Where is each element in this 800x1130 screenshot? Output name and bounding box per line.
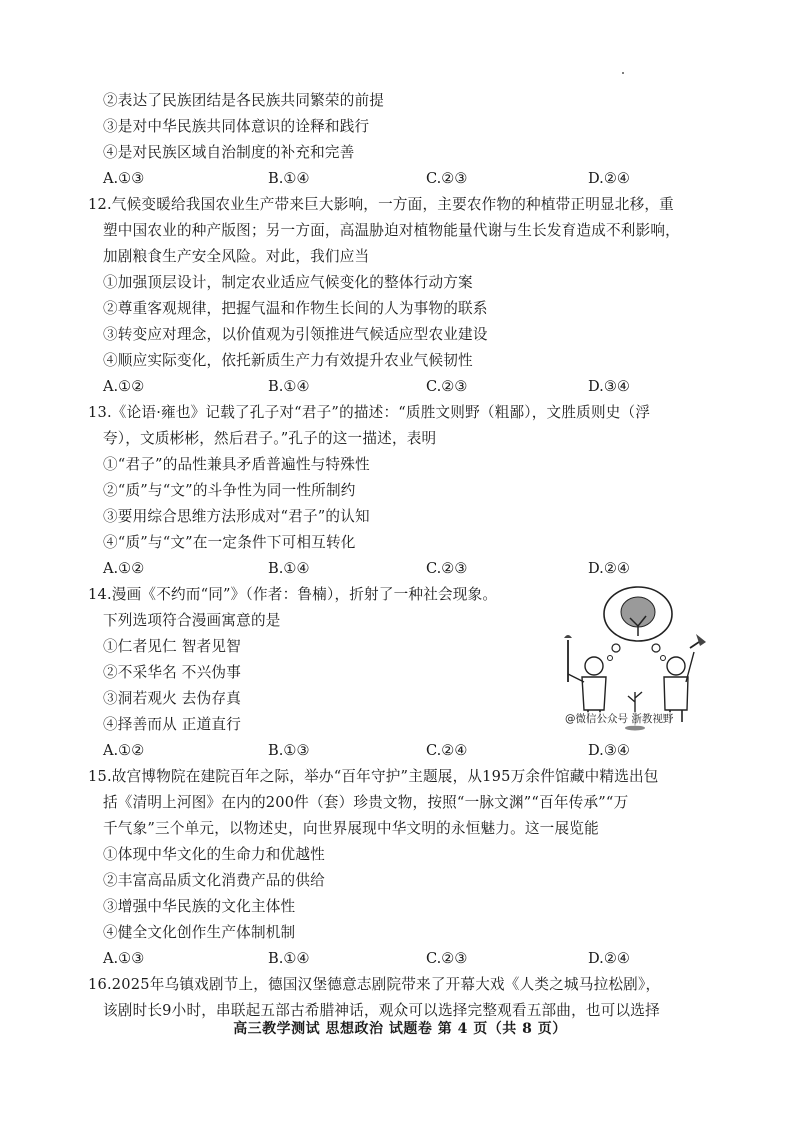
q15-item-2: ②丰富高品质文化消费产品的供给	[103, 872, 325, 889]
q13-item-3: ③要用综合思维方法形成对“君子”的认知	[103, 508, 370, 525]
q12-item-1: ①加强顶层设计，制定农业适应气候变化的整体行动方案	[103, 274, 473, 291]
q15-stem-line-2: 括《清明上河图》在内的200件（套）珍贵文物，按照“一脉文渊”“百年传承”“万	[103, 794, 629, 811]
q14-item-1: ①仁者见仁 智者见智	[103, 638, 241, 655]
q13-choice-c: C.②③	[426, 560, 468, 577]
q13-choice-b: B.①④	[268, 560, 310, 577]
q14-choice-d: D.③④	[588, 742, 630, 759]
q14-stem-line-2: 下列选项符合漫画寓意的是	[103, 612, 281, 629]
q12-item-2: ②尊重客观规律，把握气温和作物生长间的人为事物的联系	[103, 300, 488, 317]
q13-item-4: ④“质”与“文”在一定条件下可相互转化	[103, 534, 356, 551]
q13-stem-line-1: 13.《论语·雍也》记载了孔子对“君子”的描述：“质胜文则野（粗鄙），文胜质则史（浮	[88, 404, 651, 421]
q13-item-2: ②“质”与“文”的斗争性为同一性所制约	[103, 482, 356, 499]
q11-choice-b: B.①④	[268, 170, 310, 187]
q11-item-4: ④是对民族区域自治制度的补充和完善	[103, 144, 355, 161]
q14-stem-line-1: 14.漫画《不约而“同”》（作者：鲁楠），折射了一种社会现象。	[88, 586, 498, 603]
q12-choice-a: A.①②	[103, 378, 145, 395]
q14-choice-b: B.①③	[268, 742, 310, 759]
q15-item-3: ③增强中华民族的文化主体性	[103, 898, 296, 915]
q11-choice-a: A.①③	[103, 170, 145, 187]
q12-item-3: ③转变应对理念，以价值观为引领推进气候适应型农业建设	[103, 326, 488, 343]
q11-item-2: ②表达了民族团结是各民族共同繁荣的前提	[103, 92, 385, 109]
q14-choice-c: C.②④	[426, 742, 468, 759]
q12-stem-line-1: 12.气候变暖给我国农业生产带来巨大影响，一方面，主要农作物的种植带正明显北移，重	[88, 196, 674, 213]
q15-item-1: ①体现中华文化的生命力和优越性	[103, 846, 325, 863]
q12-choice-d: D.③④	[588, 378, 630, 395]
q12-stem-line-2: 塑中国农业的种产版图；另一方面，高温胁迫对植物能量代谢与生长发育造成不利影响，	[103, 222, 680, 239]
q16-stem-line-1: 16.2025年乌镇戏剧节上，德国汉堡德意志剧院带来了开幕大戏《人类之城马拉松剧》，	[88, 976, 661, 993]
q15-stem-line-1: 15.故宫博物院在建院百年之际，举办“百年守护”主题展，从195万余件馆藏中精选出包	[88, 768, 659, 785]
q11-choice-c: C.②③	[426, 170, 468, 187]
q14-choice-a: A.①②	[103, 742, 145, 759]
q15-choice-c: C.②③	[426, 950, 468, 967]
q13-item-1: ①“君子”的品性兼具矛盾普遍性与特殊性	[103, 456, 370, 473]
q12-item-4: ④顺应实际变化，依托新质生产力有效提升农业气候韧性	[103, 352, 473, 369]
q12-stem-line-3: 加剧粮食生产安全风险。对此，我们应当	[103, 248, 370, 265]
q12-choice-b: B.①④	[268, 378, 310, 395]
q13-choice-a: A.①②	[103, 560, 145, 577]
q15-stem-line-3: 千气象”三个单元，以物述史，向世界展现中华文明的永恒魅力。这一展览能	[103, 820, 599, 837]
q13-choice-d: D.②④	[588, 560, 630, 577]
q11-item-3: ③是对中华民族共同体意识的诠释和践行	[103, 118, 370, 135]
q15-item-4: ④健全文化创作生产体制机制	[103, 924, 296, 941]
q14-item-3: ③洞若观火 去伪存真	[103, 690, 241, 707]
q13-stem-line-2: 夸），文质彬彬，然后君子。”孔子的这一描述，表明	[103, 430, 437, 447]
cartoon-illustration	[560, 582, 710, 732]
q15-choice-b: B.①④	[268, 950, 310, 967]
q15-choice-a: A.①③	[103, 950, 145, 967]
q15-choice-d: D.②④	[588, 950, 630, 967]
q11-choice-d: D.②④	[588, 170, 630, 187]
page-footer: 高三教学测试 思想政治 试题卷 第 4 页（共 8 页）	[233, 1021, 567, 1037]
cartoon-watermark: @微信公众号 浙教视野	[565, 713, 674, 725]
scan-speck	[622, 72, 624, 74]
q14-item-4: ④择善而从 正道直行	[103, 716, 241, 733]
q16-stem-line-2: 该剧时长9小时，串联起五部古希腊神话，观众可以选择完整观看五部曲，也可以选择	[103, 1002, 660, 1019]
q12-choice-c: C.②③	[426, 378, 468, 395]
q14-item-2: ②不采华名 不兴伪事	[103, 664, 241, 681]
